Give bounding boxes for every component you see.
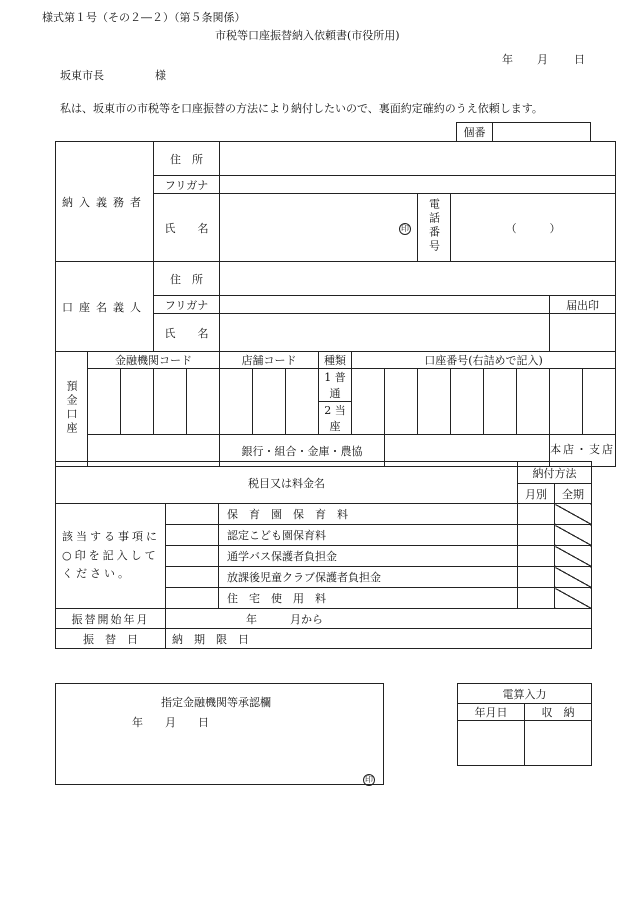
instruction-note: 該当する事項に○印を記入してください。 (56, 504, 166, 609)
bank-code-label: 金融機関コード (88, 352, 220, 369)
taxpayer-name-field[interactable] (220, 194, 418, 262)
selection-cell[interactable] (166, 504, 219, 525)
all-periods-cell (555, 588, 592, 609)
account-number-label: 口座番号(右詰めで記入) (352, 352, 616, 369)
account-number-digit[interactable] (583, 369, 616, 435)
holder-seal-field[interactable] (550, 314, 616, 352)
branch-code-digit[interactable] (220, 369, 253, 435)
tax-items-table (55, 461, 592, 649)
taxpayer-name-label: 氏 名 (154, 194, 220, 262)
approval-seal (363, 767, 375, 786)
selection-cell[interactable] (166, 567, 219, 588)
date-year-label: 年 (502, 53, 513, 66)
tax-item-row: 保 育 園 保 育 料 (219, 504, 518, 525)
all-periods-cell (555, 546, 592, 567)
taxpayer-address-field[interactable] (220, 142, 616, 176)
kind-label: 種類 (319, 352, 352, 369)
transfer-start-label: 振替開始年月 (56, 609, 166, 629)
monthly-cell[interactable] (518, 504, 555, 525)
branch-type-options[interactable]: 本店・支店 (550, 435, 616, 467)
date-month-label: 月 (537, 53, 548, 66)
bank-code-digit[interactable] (121, 369, 154, 435)
monthly-cell[interactable] (518, 525, 555, 546)
holder-furigana-field[interactable] (220, 296, 550, 314)
selection-cell[interactable] (166, 546, 219, 567)
taxpayer-section-label: 納入義務者 (56, 142, 154, 262)
branch-code-digit[interactable] (286, 369, 319, 435)
holder-section-label: 口座名義人 (56, 262, 154, 352)
monthly-cell[interactable] (518, 567, 555, 588)
taxpayer-phone-label: 電話番号 (418, 194, 451, 262)
bank-approval-title: 指定金融機関等承認欄 (161, 696, 271, 709)
tax-item-row: 認定こども園保育料 (219, 525, 518, 546)
account-number-digit[interactable] (385, 369, 418, 435)
taxpayer-furigana-field[interactable] (220, 176, 616, 194)
all-periods-header: 全期 (555, 484, 592, 504)
kind-option-ordinary[interactable]: 1 普通 (319, 369, 352, 402)
computer-date-header: 年月日 (458, 704, 525, 721)
tax-item-row: 住 宅 使 用 料 (219, 588, 518, 609)
account-number-digit[interactable] (418, 369, 451, 435)
monthly-cell[interactable] (518, 588, 555, 609)
holder-name-label: 氏 名 (154, 314, 220, 352)
form-number: 様式第１号（その２―２）（第５条関係） (42, 11, 246, 24)
computer-input-title: 電算入力 (458, 684, 592, 704)
tax-item-header: 税目又は料金名 (56, 462, 518, 504)
personal-number-label: 個番 (457, 123, 493, 142)
date-day-label: 日 (574, 53, 585, 66)
holder-furigana-label: フリガナ (154, 296, 220, 314)
transfer-day-label: 振 替 日 (56, 629, 166, 649)
all-periods-cell (555, 567, 592, 588)
branch-code-label: 店舗コード (220, 352, 319, 369)
computer-input-table (457, 683, 592, 766)
computer-date-field[interactable] (458, 721, 525, 766)
holder-address-label: 住 所 (154, 262, 220, 296)
selection-cell[interactable] (166, 525, 219, 546)
account-number-digit[interactable] (484, 369, 517, 435)
tax-item-row: 通学バス保護者負担金 (219, 546, 518, 567)
account-number-digit[interactable] (451, 369, 484, 435)
kind-option-current[interactable]: 2 当座 (319, 402, 352, 435)
transfer-day-value: 納 期 限 日 (166, 629, 592, 649)
bank-code-digit[interactable] (154, 369, 187, 435)
monthly-cell[interactable] (518, 546, 555, 567)
honorific: 様 (155, 69, 166, 82)
taxpayer-phone-field[interactable]: （ ） (451, 194, 616, 262)
all-periods-cell (555, 504, 592, 525)
bank-code-digit[interactable] (187, 369, 220, 435)
bank-approval-box[interactable] (55, 683, 384, 785)
taxpayer-furigana-label: フリガナ (154, 176, 220, 194)
seal-icon: 印 (365, 775, 373, 784)
personal-number-box (456, 122, 591, 142)
page-title: 市税等口座振替納入依頼書(市役所用) (215, 29, 400, 42)
bank-code-digit[interactable] (88, 369, 121, 435)
application-form-table (55, 141, 616, 467)
all-periods-cell (555, 525, 592, 546)
computer-receipt-field[interactable] (525, 721, 592, 766)
account-number-digit[interactable] (352, 369, 385, 435)
seal-icon: 印 (401, 223, 410, 233)
selection-cell[interactable] (166, 588, 219, 609)
bank-type-options[interactable]: 銀行・組合・金庫・農協 (220, 435, 385, 467)
transfer-start-field[interactable]: 年 月から (166, 609, 592, 629)
personal-number-field[interactable] (493, 123, 591, 142)
monthly-header: 月別 (518, 484, 555, 504)
account-number-digit[interactable] (550, 369, 583, 435)
account-number-digit[interactable] (517, 369, 550, 435)
bank-approval-date: 年 月 日 (132, 716, 209, 729)
branch-code-digit[interactable] (253, 369, 286, 435)
holder-address-field[interactable] (220, 262, 616, 296)
holder-seal-label: 届出印 (550, 296, 616, 314)
holder-name-field[interactable] (220, 314, 550, 352)
computer-receipt-header: 収 納 (525, 704, 592, 721)
taxpayer-address-label: 住 所 (154, 142, 220, 176)
account-side-label: 預金口座 (56, 352, 88, 467)
addressee: 坂東市長 (60, 69, 104, 82)
payment-method-header: 納付方法 (518, 462, 592, 484)
tax-item-row: 放課後児童クラブ保護者負担金 (219, 567, 518, 588)
request-statement: 私は、坂東市の市税等を口座振替の方法により納付したいので、裏面約定確約のうえ依頼します。 (60, 102, 543, 115)
